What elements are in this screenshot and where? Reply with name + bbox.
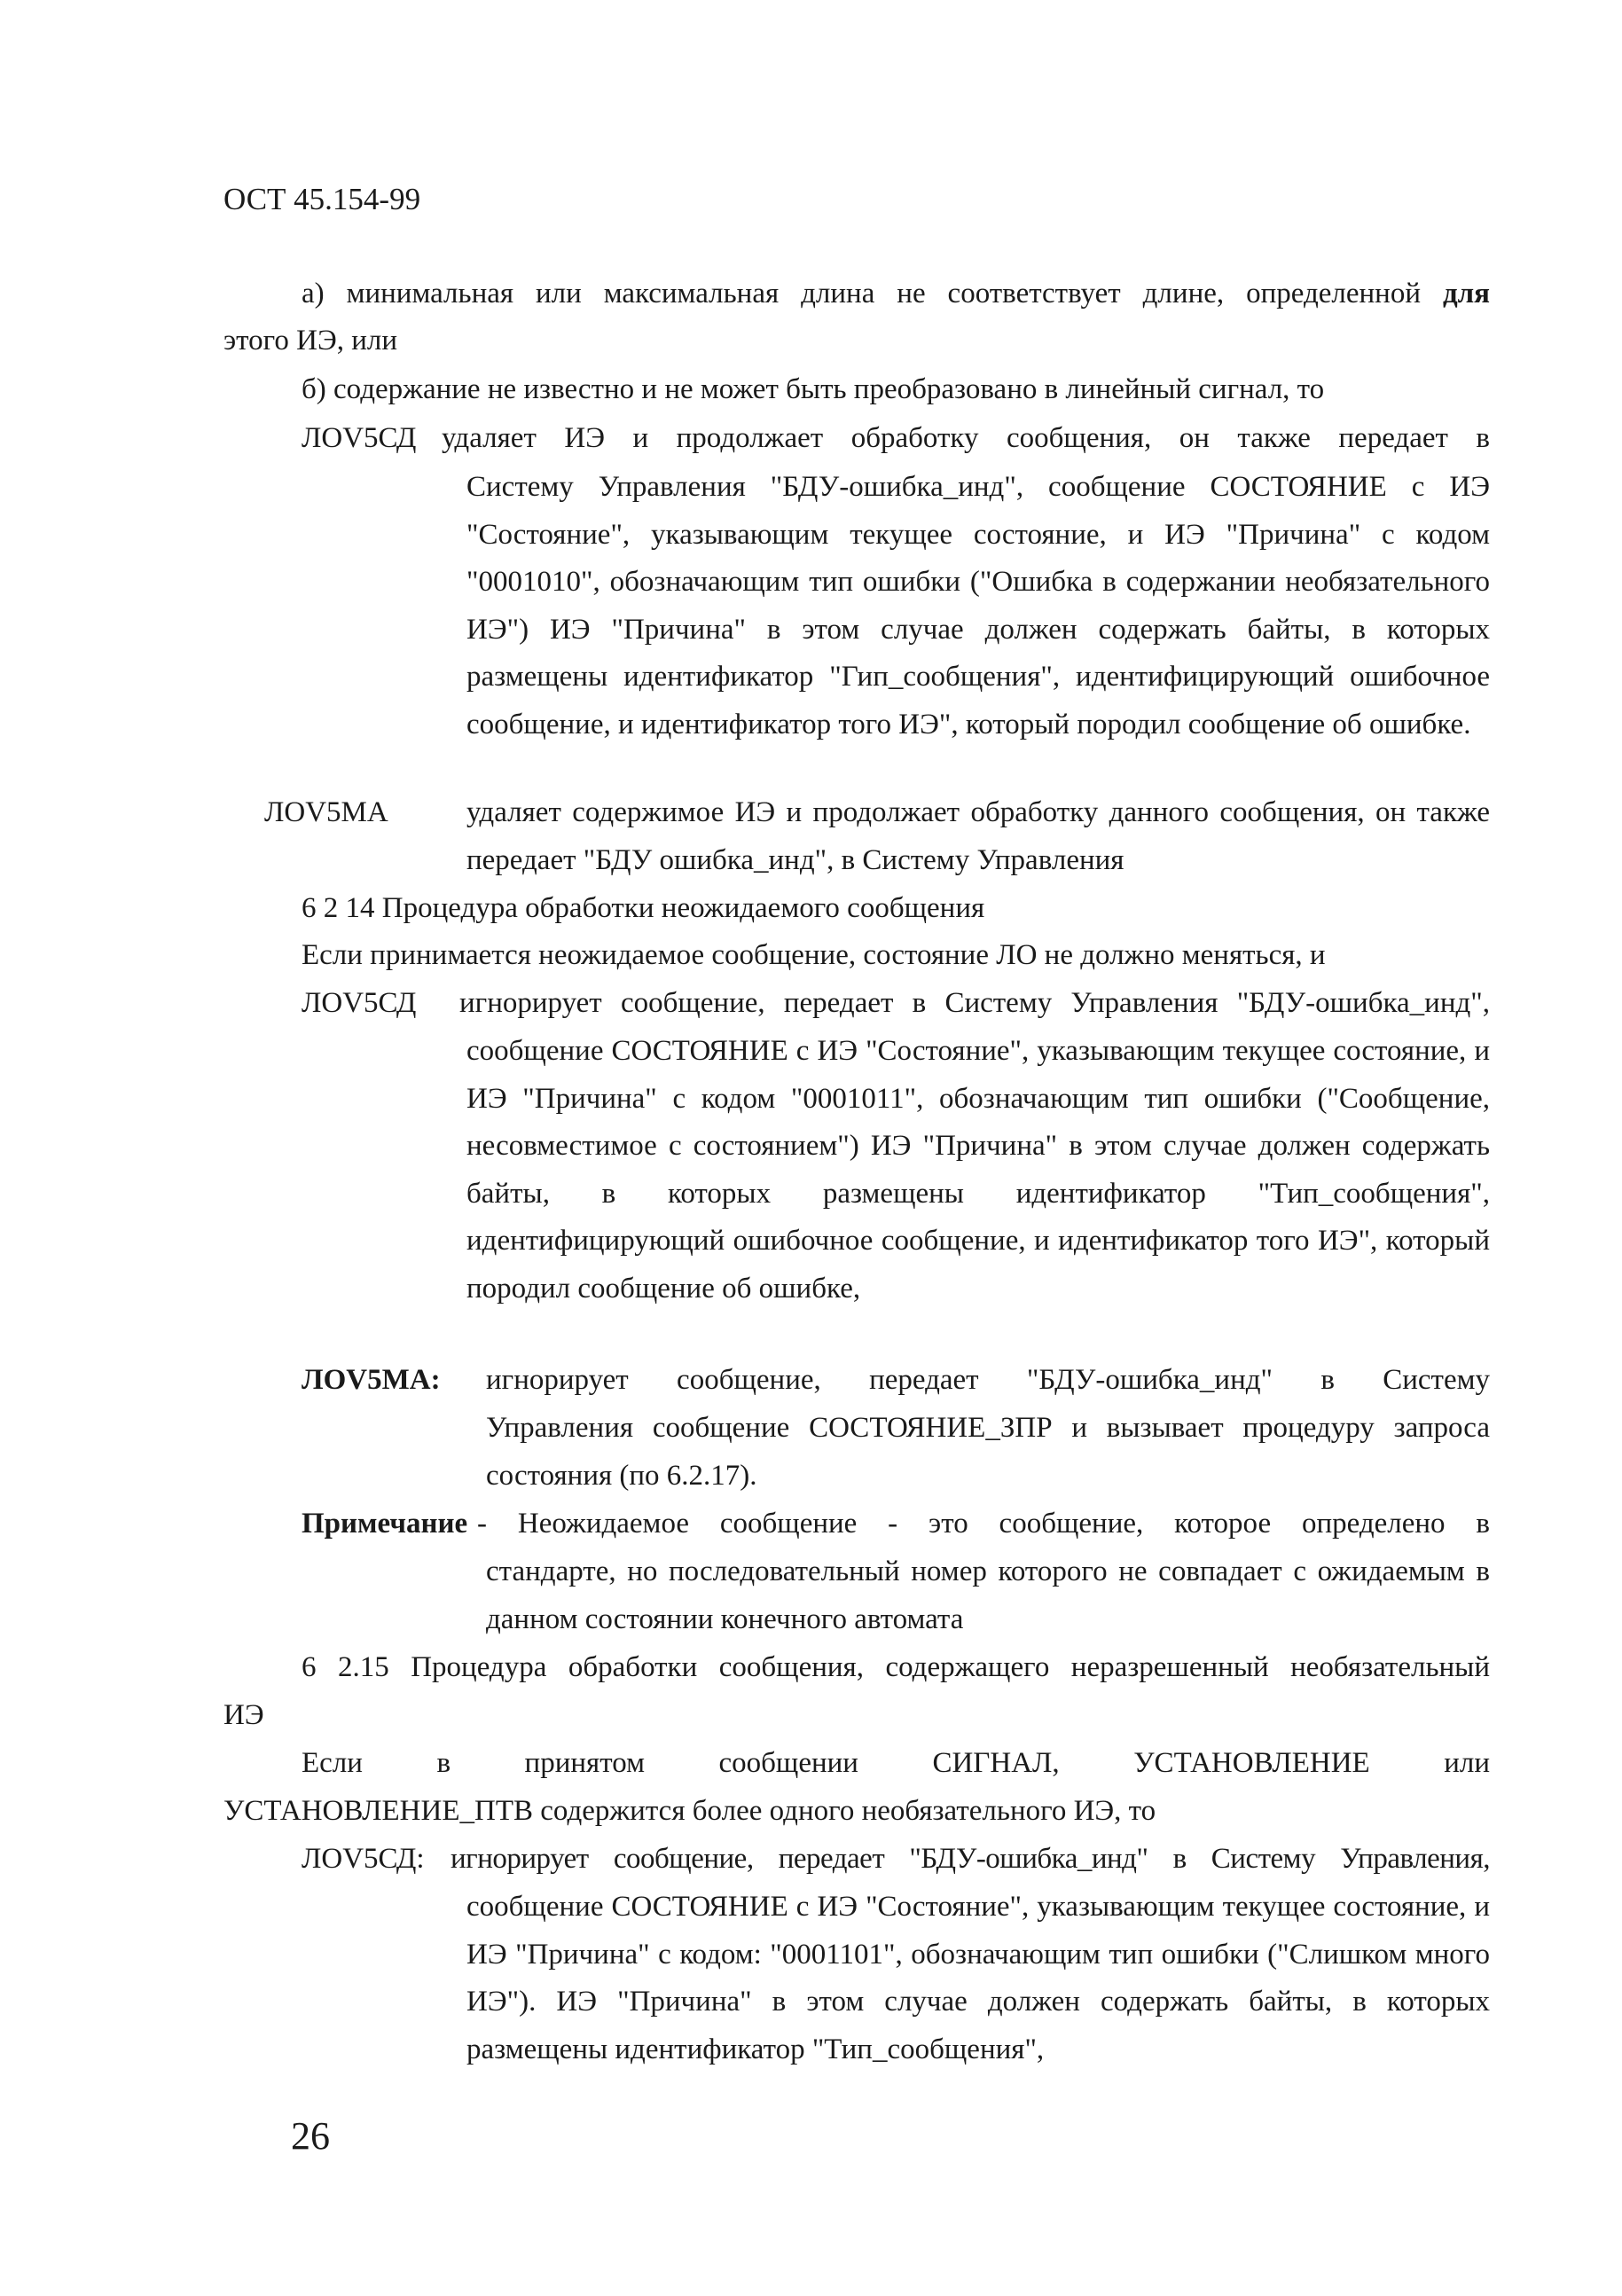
entry3-first-line: игнорирует сообщение, передает в Систему Управления "БДУ-ошибка_инд", [459, 987, 1490, 1019]
entry4-body: Управления сообщение СОСТОЯНИЕ_ЗПР и вызывает процедуру запроса состояния (по 6.2.17). [486, 1412, 1490, 1492]
note-body: стандарте, но последовательный номер которого не совпадает с ожидаемым в данном состоянии конечного автомата [486, 1555, 1490, 1635]
entry3-label: ЛОV5СД [302, 987, 417, 1019]
entry3-body: сообщение СОСТОЯНИЕ с ИЭ "Состояние", указывающим текущее состояние, и ИЭ "Причина" с кодом "0001011", обозначающим тип ошибки ("Сообщение, несовместимое с состоянием") ИЭ "Причина" в этом случае должен содержать байты, в которых размещены идентификатор "Тип_сообщения", идентифицирующий ошибочное сообщение, и идентификатор того ИЭ", который породил сообщение об ошибке, [466, 1035, 1490, 1305]
entry5-first-line: игнорирует сообщение, передает "БДУ-ошибка_инд" в Систему Управления, [451, 1843, 1490, 1875]
section-6-2-15-heading-cont: ИЭ [223, 1699, 264, 1731]
multi-ie-intro-line2: УСТАНОВЛЕНИЕ_ПТВ содержится более одного необязательного ИЭ, то [223, 1795, 1156, 1827]
section-6-2-14-heading: 6 2 14 Процедура обработки неожидаемого сообщения [302, 892, 985, 924]
item-b-line: б) содержание не известно и не может быть преобразовано в линейный сигнал, то [302, 373, 1325, 405]
entry4-label: ЛОV5МА: [302, 1364, 441, 1396]
item-a-line1 [302, 270, 1490, 318]
page-number: 26 [291, 2114, 330, 2158]
item-a-text: а) минимальная или максимальная длина не соответствует длине, определенной [302, 278, 1421, 310]
entry2-body: удаляет содержимое ИЭ и продолжает обработку данного сообщения, он также передает "БДУ ошибка_инд", в Систему Управления [466, 796, 1490, 876]
entry4-first-line: игнорирует сообщение, передает "БДУ-ошибка_инд" в Систему [486, 1364, 1490, 1396]
section-6-2-15-heading: 6 2.15 Процедура обработки сообщения, содержащего неразрешенный необязательный [302, 1651, 1490, 1683]
document-code: ОСТ 45.154-99 [223, 182, 421, 216]
item-a-bold: для [1442, 278, 1490, 310]
entry1-first-line: удаляет ИЭ и продолжает обработку сообщения, он также передает в [442, 422, 1490, 454]
multi-ie-intro-line1: Если в принятом сообщении СИГНАЛ, УСТАНОВЛЕНИЕ или [302, 1747, 1490, 1779]
entry2-label: ЛОV5МА [264, 796, 388, 828]
item-a-line2: этого ИЭ, или [223, 325, 398, 357]
note-label: Примечание [302, 1508, 468, 1540]
note-first-line: - Неожидаемое сообщение - это сообщение, которое определено в [477, 1508, 1490, 1540]
entry5-body: сообщение СОСТОЯНИЕ с ИЭ "Состояние", указывающим текущее состояние, и ИЭ "Причина" с кодом: "0001101", обозначающим тип ошибки ("Слишком много ИЭ"). ИЭ "Причина" в этом случае должен содержать байты, в которых размещены идентификатор "Тип_сообщения", [466, 1891, 1490, 2065]
unexpected-msg-intro: Если принимается неожидаемое сообщение, состояние ЛО не должно меняться, и [302, 939, 1326, 971]
entry1-label: ЛОV5СД [302, 422, 417, 454]
entry5-label: ЛОV5СД: [302, 1843, 425, 1875]
entry1-body: Систему Управления "БДУ-ошибка_инд", сообщение СОСТОЯНИЕ с ИЭ "Состояние", указывающим текущее состояние, и ИЭ "Причина" с кодом "0001010", обозначающим тип ошибки ("Ошибка в содержании необязательного ИЭ") ИЭ "Причина" в этом случае должен содержать байты, в которых размещены идентификатор "Гип_сообщения", идентифицирующий ошибочное сообщение, и идентификатор того ИЭ", который породил сообщение об ошибке. [466, 471, 1490, 741]
